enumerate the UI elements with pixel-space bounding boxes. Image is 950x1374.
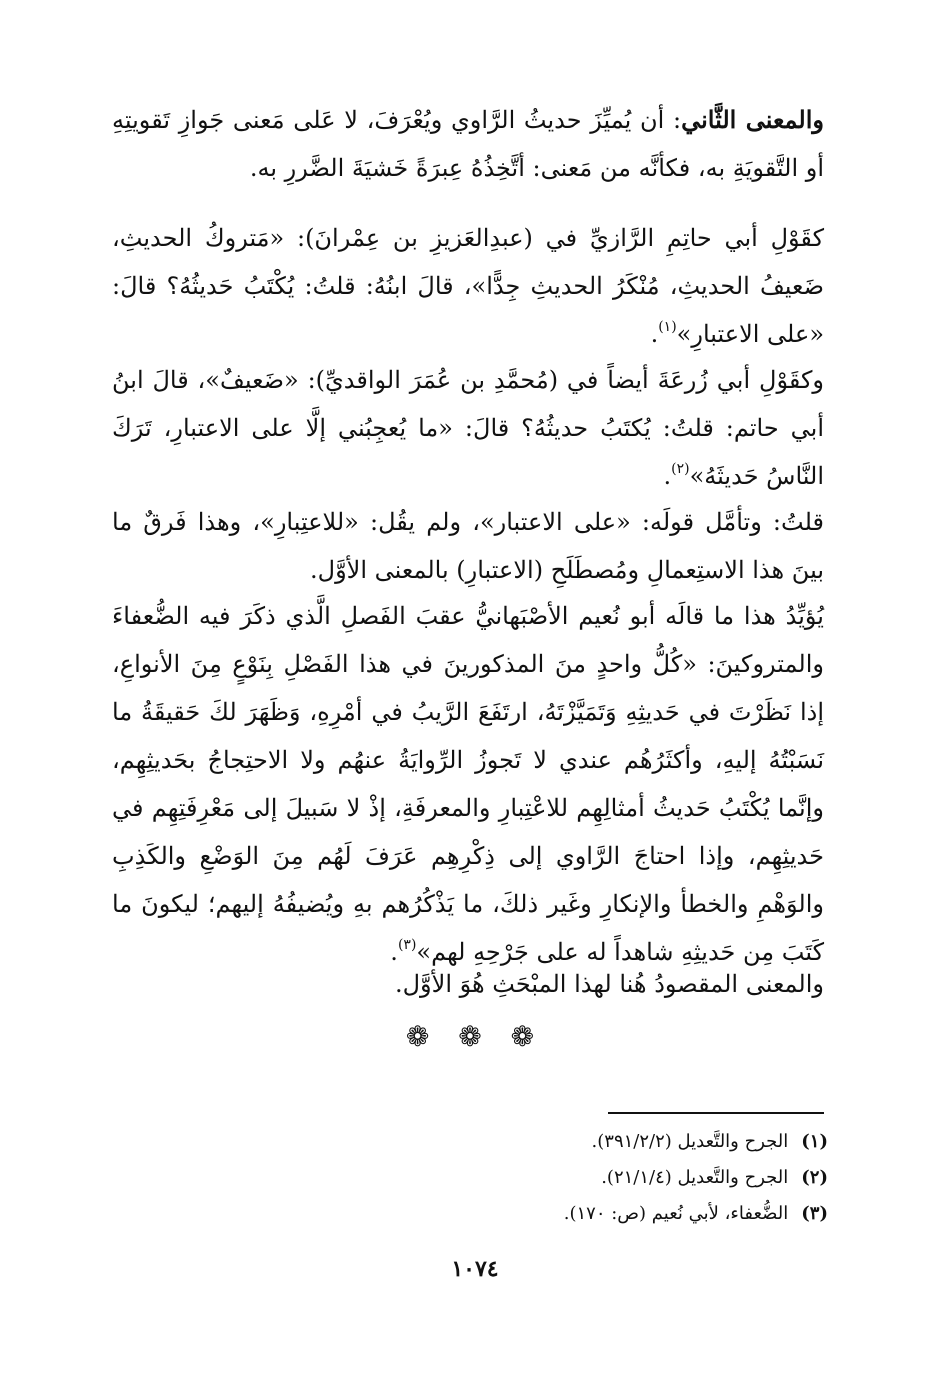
paragraph-lead-term: والمعنى الثَّاني — [681, 105, 824, 134]
footnotes-list — [112, 1124, 828, 1232]
footnote-text: الجرح والتَّعديل (٣٩١/٢/٢). — [591, 1131, 789, 1152]
section-ornament: ❁ ❁ ❁ — [405, 1020, 545, 1053]
footnote-reference-1[interactable]: (١) — [658, 318, 677, 335]
paragraph-text: وكقَوْلِ أبي زُرعَةَ أيضاً في (مُحمَّدِ بن عُمَرَ الواقديِّ): «ضَعيفٌ»، قالَ ابنُ أبي حاتم: قلتُ: يُكتَبُ حديثُهُ؟ قالَ: «ما يُعجِبُني إلَّا على الاعتبارِ، تَرَكَ النَّاسُ حَديثَهُ» — [112, 366, 824, 490]
footnote-reference-3[interactable]: (٣) — [397, 936, 417, 953]
paragraph-abu-hatim-quote: كقَوْلِ أبي حاتِمِ الرَّازيِّ في (عبدِالعَزيزِ بن عِمْرانَ): «مَتروكُ الحديثِ، ضَعيفُ الحديثِ، مُنْكَرُ الحديثِ جِدًّا»، قالَ ابنُهُ: قلتُ: يُكْتَبُ حَديثُهُ؟ قالَ: «على الاعتبارِ»$^{(١)}$. — [112, 224, 824, 348]
paragraph-second-meaning — [112, 96, 824, 192]
footnote-number: (٣) — [801, 1203, 828, 1224]
paragraph-abu-zura-quote: وكقَوْلِ أبي زُرعَةَ أيضاً في (مُحمَّدِ بن عُمَرَ الواقديِّ): «ضَعيفٌ»، قالَ ابنُ أبي حاتم: قلتُ: يُكتَبُ حديثُهُ؟ قالَ: «ما يُعجِبُني إلَّا على الاعتبارِ، تَرَكَ النَّاسُ حَديثَهُ»$^{(٢)}$. — [112, 366, 824, 490]
footnote-item — [112, 1124, 828, 1160]
paragraph-text: يُؤيِّدُ هذا ما قالَه أبو نُعيم الأصْبَهانيُّ عقبَ الفَصلِ الَّذي ذكَرَ فيه الضُّعفاءَ والمتروكينَ: «كُلُّ واحدٍ منَ المذكورينَ في هذا الفَصْلِ بِنَوْعٍ مِنَ الأنواعِ، إذا نَظَرْتَ في حَديثِهِ وَتَمَيَّزْتَهُ، ارتَفَعَ الرَّيبُ في أمْرِهِ، وَظَهَرَ لكَ حَقيقَةُ ما نَسَبْتُهُ إليهِ، وأكثَرُهُم عندي لا تَجوزُ الرِّوايَةُ عنهُم ولا الاحتِجاجُ بحَديثِهِم، وإنَّما يُكْتَبُ حَديثُ أمثالِهِم للاعْتِبارِ والمعرفَةِ، إذْ لا سَبيلَ إلى مَعْرِفَتِهِم في حَديثِهِم، وإذا احتاجَ الرَّاوي إلى ذِكْرِهِم عَرَفَ لَهُم مِنَ الوَضْعِ والكَذِبِ والوَهْمِ والخطأ والإنكارِ وغَير ذلكَ، ما يَذْكُرُهم بهِ ويُضيفُهُ إليهم؛ ليكونَ ما كَتَبَ مِن حَديثِهِ شاهداً له على جَرْحِهِ لهم» — [112, 602, 824, 966]
page-number: ١٠٧٤ — [451, 1256, 499, 1282]
paragraph-text: قلتُ: وتأمَّل قولَه: «على الاعتبار»، ولم يقُل: «للاعتِبارِ»، وهذا فَرقٌ ما بينَ هذا الاستِعمالِ ومُصطَلَحِ (الاعتبارِ) بالمعنى الأوَّل. — [112, 508, 824, 584]
footnote-number: (٢) — [801, 1167, 828, 1188]
paragraph-conclusion — [112, 960, 824, 1008]
paragraph-text: والمعنى المقصودُ هُنا لهذا المبْحَثِ هُوَ الأوَّل. — [394, 970, 824, 998]
paragraph-reflection — [112, 498, 824, 594]
footnote-number: (١) — [801, 1131, 828, 1152]
footnote-reference-2[interactable]: (٢) — [671, 460, 690, 477]
footnote-divider — [608, 1112, 824, 1114]
paragraph-text: : أن يُميِّزَ حديثُ الرَّاوي ويُعْرَفَ، لا عَلى مَعنى جَوازِ تَقويتِهِ أو التَّقويَةِ به، فكأنَّه من مَعنى: أتَّخِذُهُ عِبرَةً خَشيَةَ الضَّررِ به. — [112, 106, 824, 182]
footnote-text: الجرح والتَّعديل (٢١/١/٤). — [601, 1167, 789, 1188]
footnote-item — [112, 1196, 828, 1232]
footnote-text: الضُّعفاء، لأبي نُعيم (ص: ١٧٠). — [563, 1203, 789, 1224]
paragraph-text: كقَوْلِ أبي حاتِمِ الرَّازيِّ في (عبدِالعَزيزِ بن عِمْرانَ): «مَتروكُ الحديثِ، ضَعيفُ الحديثِ، مُنْكَرُ الحديثِ جِدًّا»، قالَ ابنُهُ: قلتُ: يُكْتَبُ حَديثُهُ؟ قالَ: «على الاعتبارِ» — [112, 224, 824, 348]
paragraph-abu-nuaim-quote: يُؤيِّدُ هذا ما قالَه أبو نُعيم الأصْبَهانيُّ عقبَ الفَصلِ الَّذي ذكَرَ فيه الضُّعفاءَ والمتروكينَ: «كُلُّ واحدٍ منَ المذكورينَ في هذا الفَصْلِ بِنَوْعٍ مِنَ الأنواعِ، إذا نَظَرْتَ في حَديثِهِ وَتَمَيَّزْتَهُ، ارتَفَعَ الرَّيبُ في أمْرِهِ، وَظَهَرَ لكَ حَقيقَةُ ما نَسَبْتُهُ إليهِ، وأكثَرُهُم عندي لا تَجوزُ الرِّوايَةُ عنهُم ولا الاحتِجاجُ بحَديثِهِم، وإنَّما يُكْتَبُ حَديثُ أمثالِهِم للاعْتِبارِ والمعرفَةِ، إذْ لا سَبيلَ إلى مَعْرِفَتِهِم في حَديثِهِم، وإذا احتاجَ الرَّاوي إلى ذِكْرِهِم عَرَفَ لَهُم مِنَ الوَضْعِ والكَذِبِ والوَهْمِ والخطأ والإنكارِ وغَير ذلكَ، ما يَذْكُرُهم بهِ ويُضيفُهُ إليهم؛ ليكونَ ما كَتَبَ مِن حَديثِهِ شاهداً له على جَرْحِهِ لهم»$^{(٣)}$. — [112, 602, 824, 966]
footnote-item — [112, 1160, 828, 1196]
